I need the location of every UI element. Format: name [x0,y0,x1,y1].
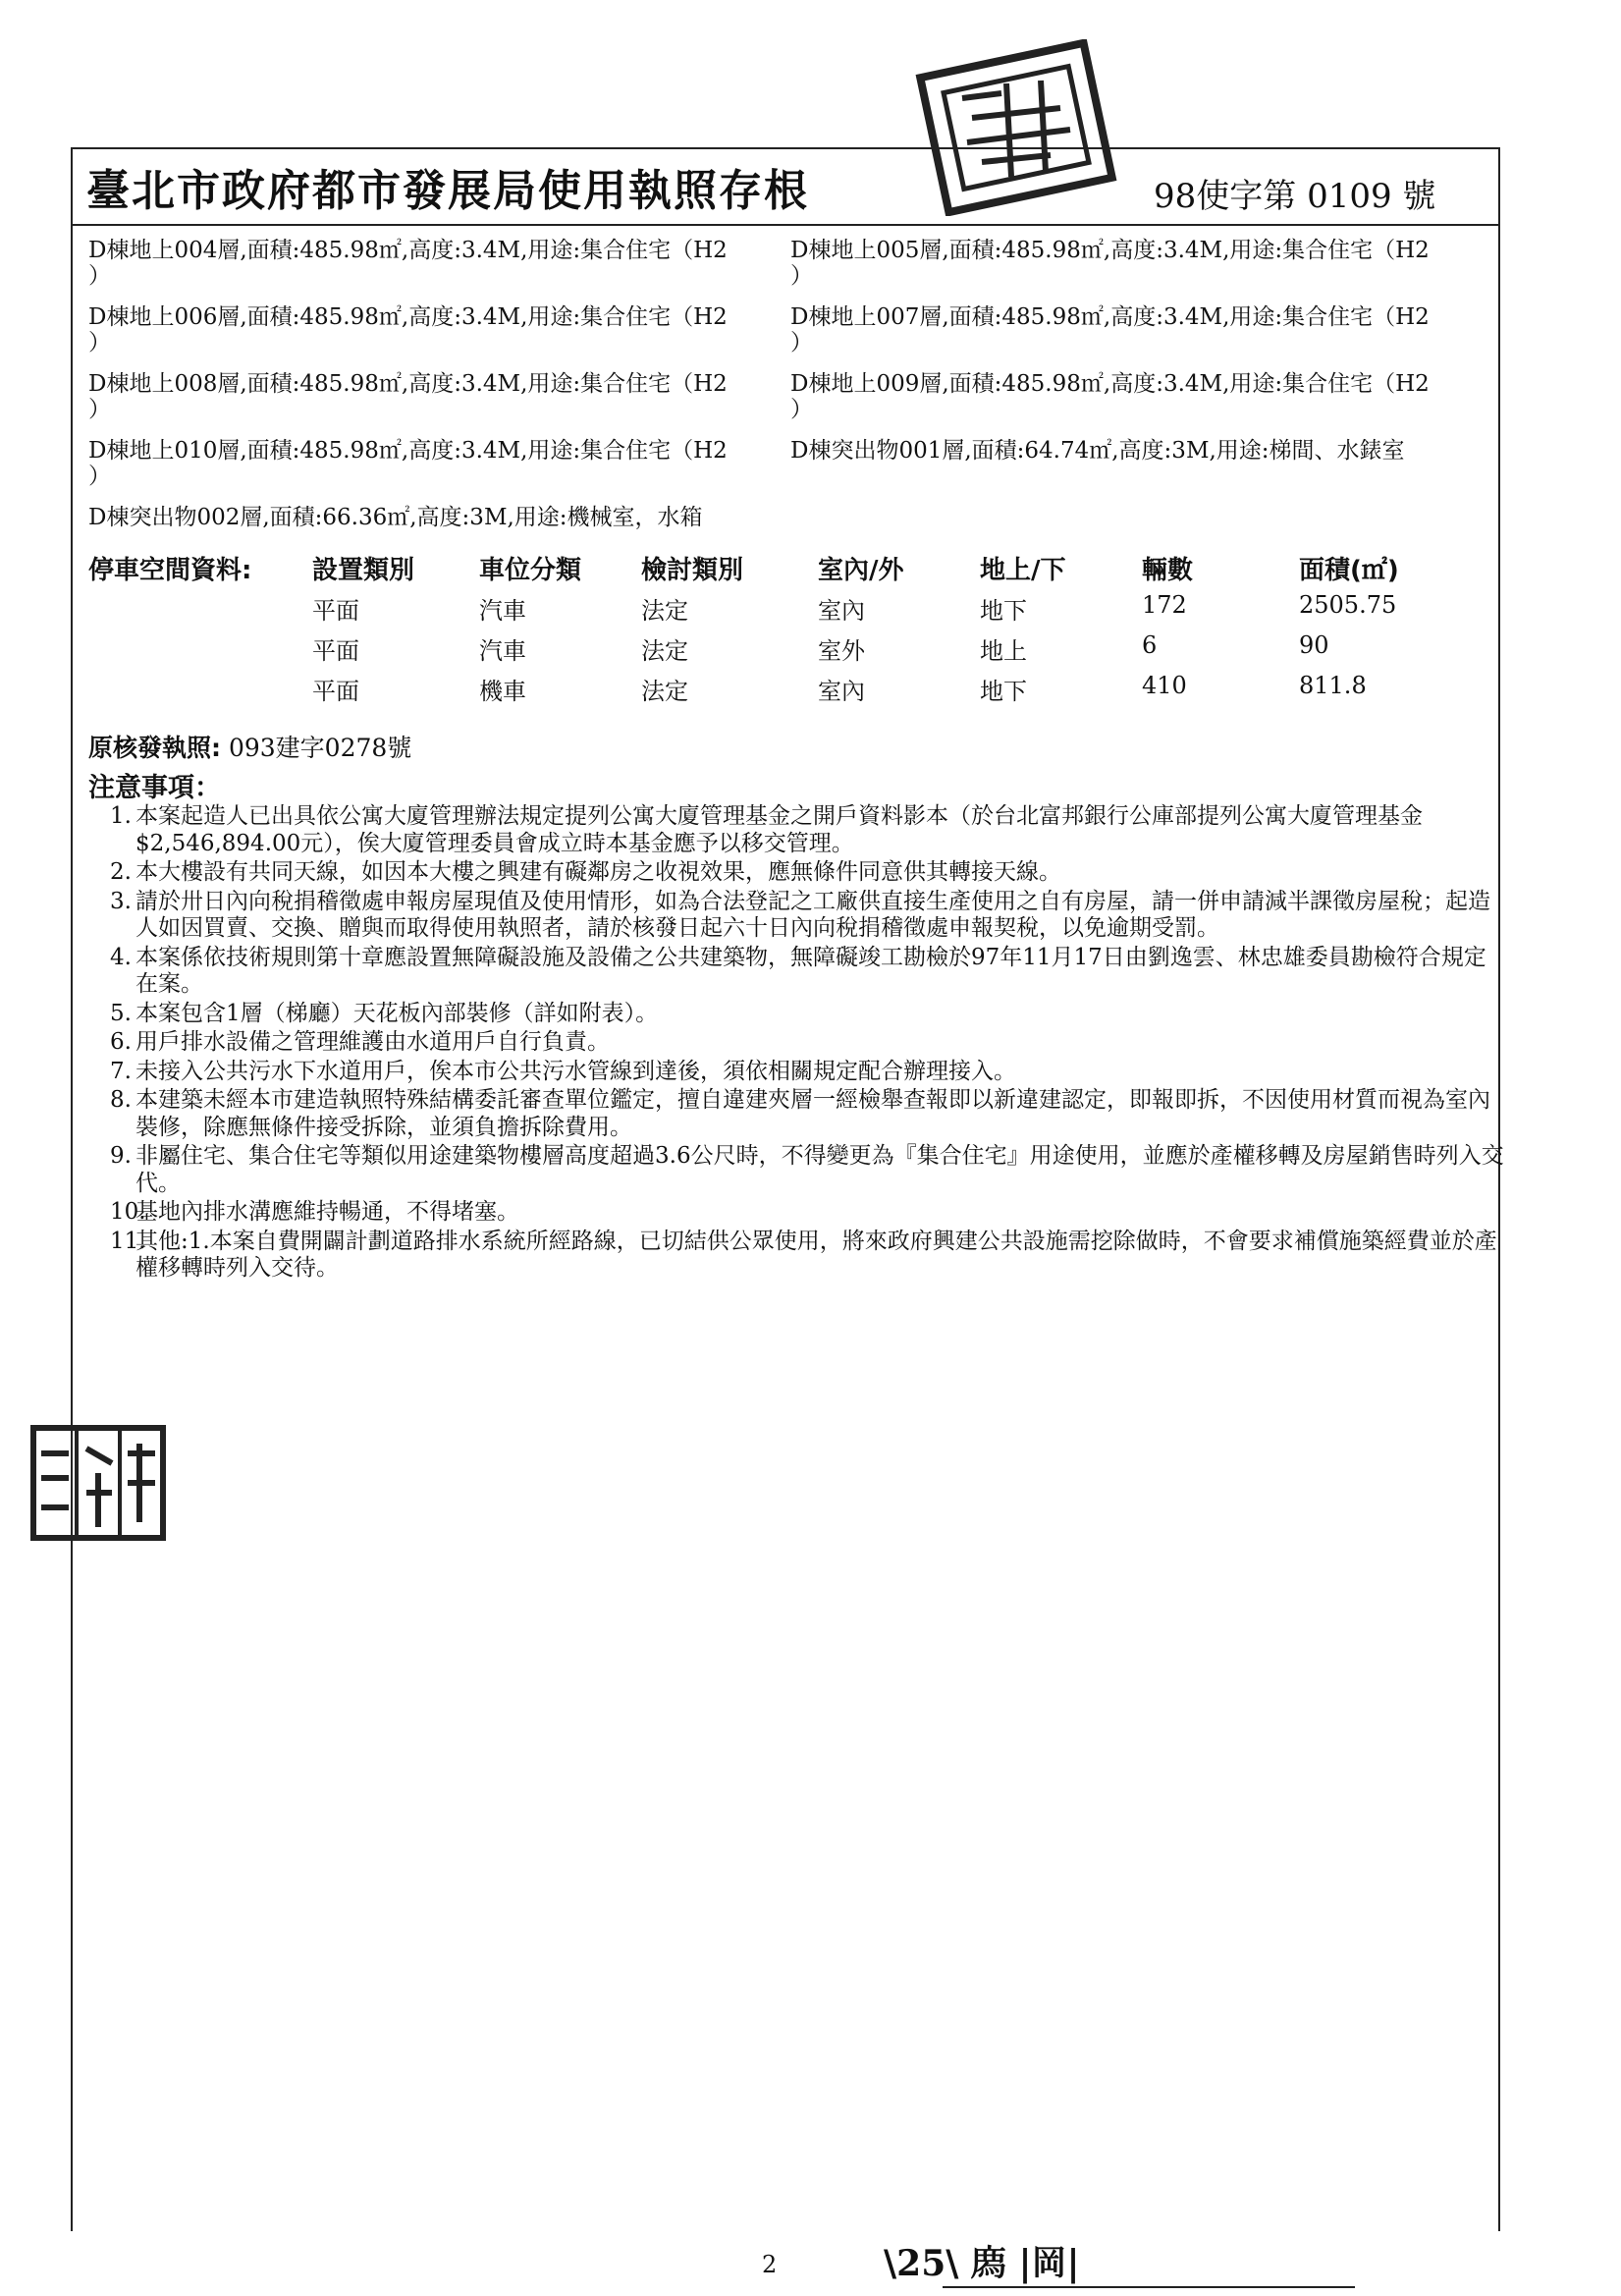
parking-cell: 法定 [641,637,688,665]
parking-cell: 平面 [312,597,359,625]
seal-stamp-top [913,39,1119,216]
floor-entry: D棟地上009層,面積:485.98㎡,高度:3.4M,用途:集合住宅（H2 ） [790,371,1430,422]
original-permit-value: 093建字0278號 [228,734,412,762]
note-number: 8. [110,1087,132,1113]
note-item [110,859,1504,887]
note-item [110,889,1504,943]
title-divider [71,224,1498,226]
permit-number: 98使字第 0109 號 [1154,177,1436,216]
note-item [110,1001,1504,1028]
parking-row [88,672,1463,712]
floor-row [88,438,1492,505]
note-number: 6. [110,1029,132,1055]
note-number: 11. [110,1228,146,1254]
note-text: 本建築未經本市建造執照特殊結構委託審查單位鑑定，擅自違建夾層一經檢舉查報即以新違建認定，即報即拆，不因使用材質而視為室內裝修，除應無條件接受拆除，並須負擔拆除費用。 [135,1087,1490,1140]
floor-row [88,505,1492,544]
parking-header: 室內/外 [818,556,904,585]
parking-cell: 室外 [818,637,865,665]
note-number: 7. [110,1058,132,1084]
parking-cell: 平面 [312,678,359,705]
floor-entry: D棟地上004層,面積:485.98㎡,高度:3.4M,用途:集合住宅（H2 ） [88,238,728,289]
note-text: 本案係依技術規則第十章應設置無障礙設施及設備之公共建築物，無障礙竣工勘檢於97年11月17日由劉逸雲、林忠雄委員勘檢符合規定在案。 [135,944,1486,997]
original-permit-label: 原核發執照: [88,734,221,762]
floor-entry: D棟地上005層,面積:485.98㎡,高度:3.4M,用途:集合住宅（H2 ） [790,238,1430,289]
note-number: 3. [110,888,132,914]
parking-cell: 室內 [818,597,865,625]
note-text: 請於卅日內向稅捐稽徵處申報房屋現值及使用情形，如為合法登記之工廠供直接生產使用之自有房屋，請一併申請減半課徵房屋稅；起造人如因買賣、交換、贈與而取得使用執照者，請於核發日起六十日內向稅捐稽徵處申報契稅，以免逾期受罰。 [135,888,1490,941]
parking-cell: 172 [1142,591,1187,619]
page-number: 2 [762,2251,778,2278]
parking-cell: 機車 [479,678,526,705]
note-item [110,1029,1504,1057]
parking-cell: 法定 [641,678,688,705]
note-text: 本案包含1層（梯廳）天花板內部裝修（詳如附表）。 [135,1000,659,1026]
note-item [110,1229,1504,1283]
parking-header: 車位分類 [479,556,582,585]
parking-cell: 811.8 [1299,672,1367,699]
parking-table [88,550,1463,712]
parking-cell: 90 [1299,631,1329,659]
floor-entry: D棟地上008層,面積:485.98㎡,高度:3.4M,用途:集合住宅（H2 ） [88,371,728,422]
note-item [110,1059,1504,1086]
note-item [110,1199,1504,1227]
footer-divider [943,2286,1355,2288]
note-number: 1. [110,803,132,829]
parking-cell: 汽車 [479,597,526,625]
notes-list [110,803,1504,1285]
note-item [110,803,1504,857]
parking-header: 檢討類別 [641,556,744,585]
floor-list [88,238,1492,544]
parking-row [88,591,1463,631]
floor-entry: D棟地上007層,面積:485.98㎡,高度:3.4M,用途:集合住宅（H2 ） [790,304,1430,355]
note-text: 本案起造人已出具依公寓大廈管理辦法規定提列公寓大廈管理基金之開戶資料影本（於台北富邦銀行公庫部提列公寓大廈管理基金$2,546,894.00元），俟大廈管理委員會成立時本基金應予以移交管理。 [135,803,1423,856]
parking-header: 設置類別 [312,556,415,585]
floor-entry: D棟突出物002層,面積:66.36㎡,高度:3M,用途:機械室，水箱 [88,505,703,530]
note-number: 10. [110,1199,146,1225]
parking-cell: 410 [1142,672,1187,699]
parking-cell: 平面 [312,637,359,665]
parking-cell: 室內 [818,678,865,705]
floor-row [88,304,1492,371]
parking-row [88,631,1463,672]
note-item [110,1143,1504,1197]
note-text: 非屬住宅、集合住宅等類似用途建築物樓層高度超過3.6公尺時，不得變更為『集合住宅』用途使用，並應於產權移轉及房屋銷售時列入交代。 [135,1143,1504,1196]
note-text: 基地內排水溝應維持暢通，不得堵塞。 [135,1199,519,1225]
parking-header-row [88,550,1463,591]
parking-cell: 汽車 [479,637,526,665]
floor-row [88,238,1492,304]
seal-stamp-left [29,1424,167,1542]
note-text: 用戶排水設備之管理維護由水道用戶自行負責。 [135,1029,610,1055]
floor-row [88,371,1492,438]
note-number: 5. [110,1000,132,1026]
note-number: 2. [110,859,132,885]
parking-header: 面積(㎡) [1299,556,1399,585]
parking-cell: 法定 [641,597,688,625]
floor-entry: D棟地上006層,面積:485.98㎡,高度:3.4M,用途:集合住宅（H2 ） [88,304,728,355]
parking-label: 停車空間資料: [88,556,252,585]
footer-marks: \25\ 𢊁 |岡| [884,2243,1080,2284]
note-number: 9. [110,1143,132,1169]
note-item [110,1087,1504,1141]
note-text: 其他:1.本案自費開闢計劃道路排水系統所經路線，已切結供公眾使用，將來政府興建公共設施需挖除做時，不會要求補償施築經費並於產權移轉時列入交待。 [135,1228,1497,1281]
floor-entry: D棟突出物001層,面積:64.74㎡,高度:3M,用途:梯間、水錶室 [790,438,1405,464]
note-text: 未接入公共污水下水道用戶，俟本市公共污水管線到達後，須依相關規定配合辦理接入。 [135,1058,1016,1084]
parking-cell: 地上 [980,637,1027,665]
document-title: 臺北市政府都市發展局使用執照存根 [86,166,809,216]
parking-header: 地上/下 [980,556,1066,585]
parking-cell: 地下 [980,597,1027,625]
floor-entry: D棟地上010層,面積:485.98㎡,高度:3.4M,用途:集合住宅（H2 ） [88,438,728,489]
note-text: 本大樓設有共同天線，如因本大樓之興建有礙鄰房之收視效果，應無條件同意供其轉接天線。 [135,859,1061,885]
parking-cell: 2505.75 [1299,591,1397,619]
note-number: 4. [110,944,132,970]
note-item [110,945,1504,999]
notes-title: 注意事項： [88,773,221,803]
parking-header: 輛數 [1142,556,1194,585]
parking-cell: 6 [1142,631,1158,659]
original-permit [88,729,411,764]
parking-cell: 地下 [980,678,1027,705]
